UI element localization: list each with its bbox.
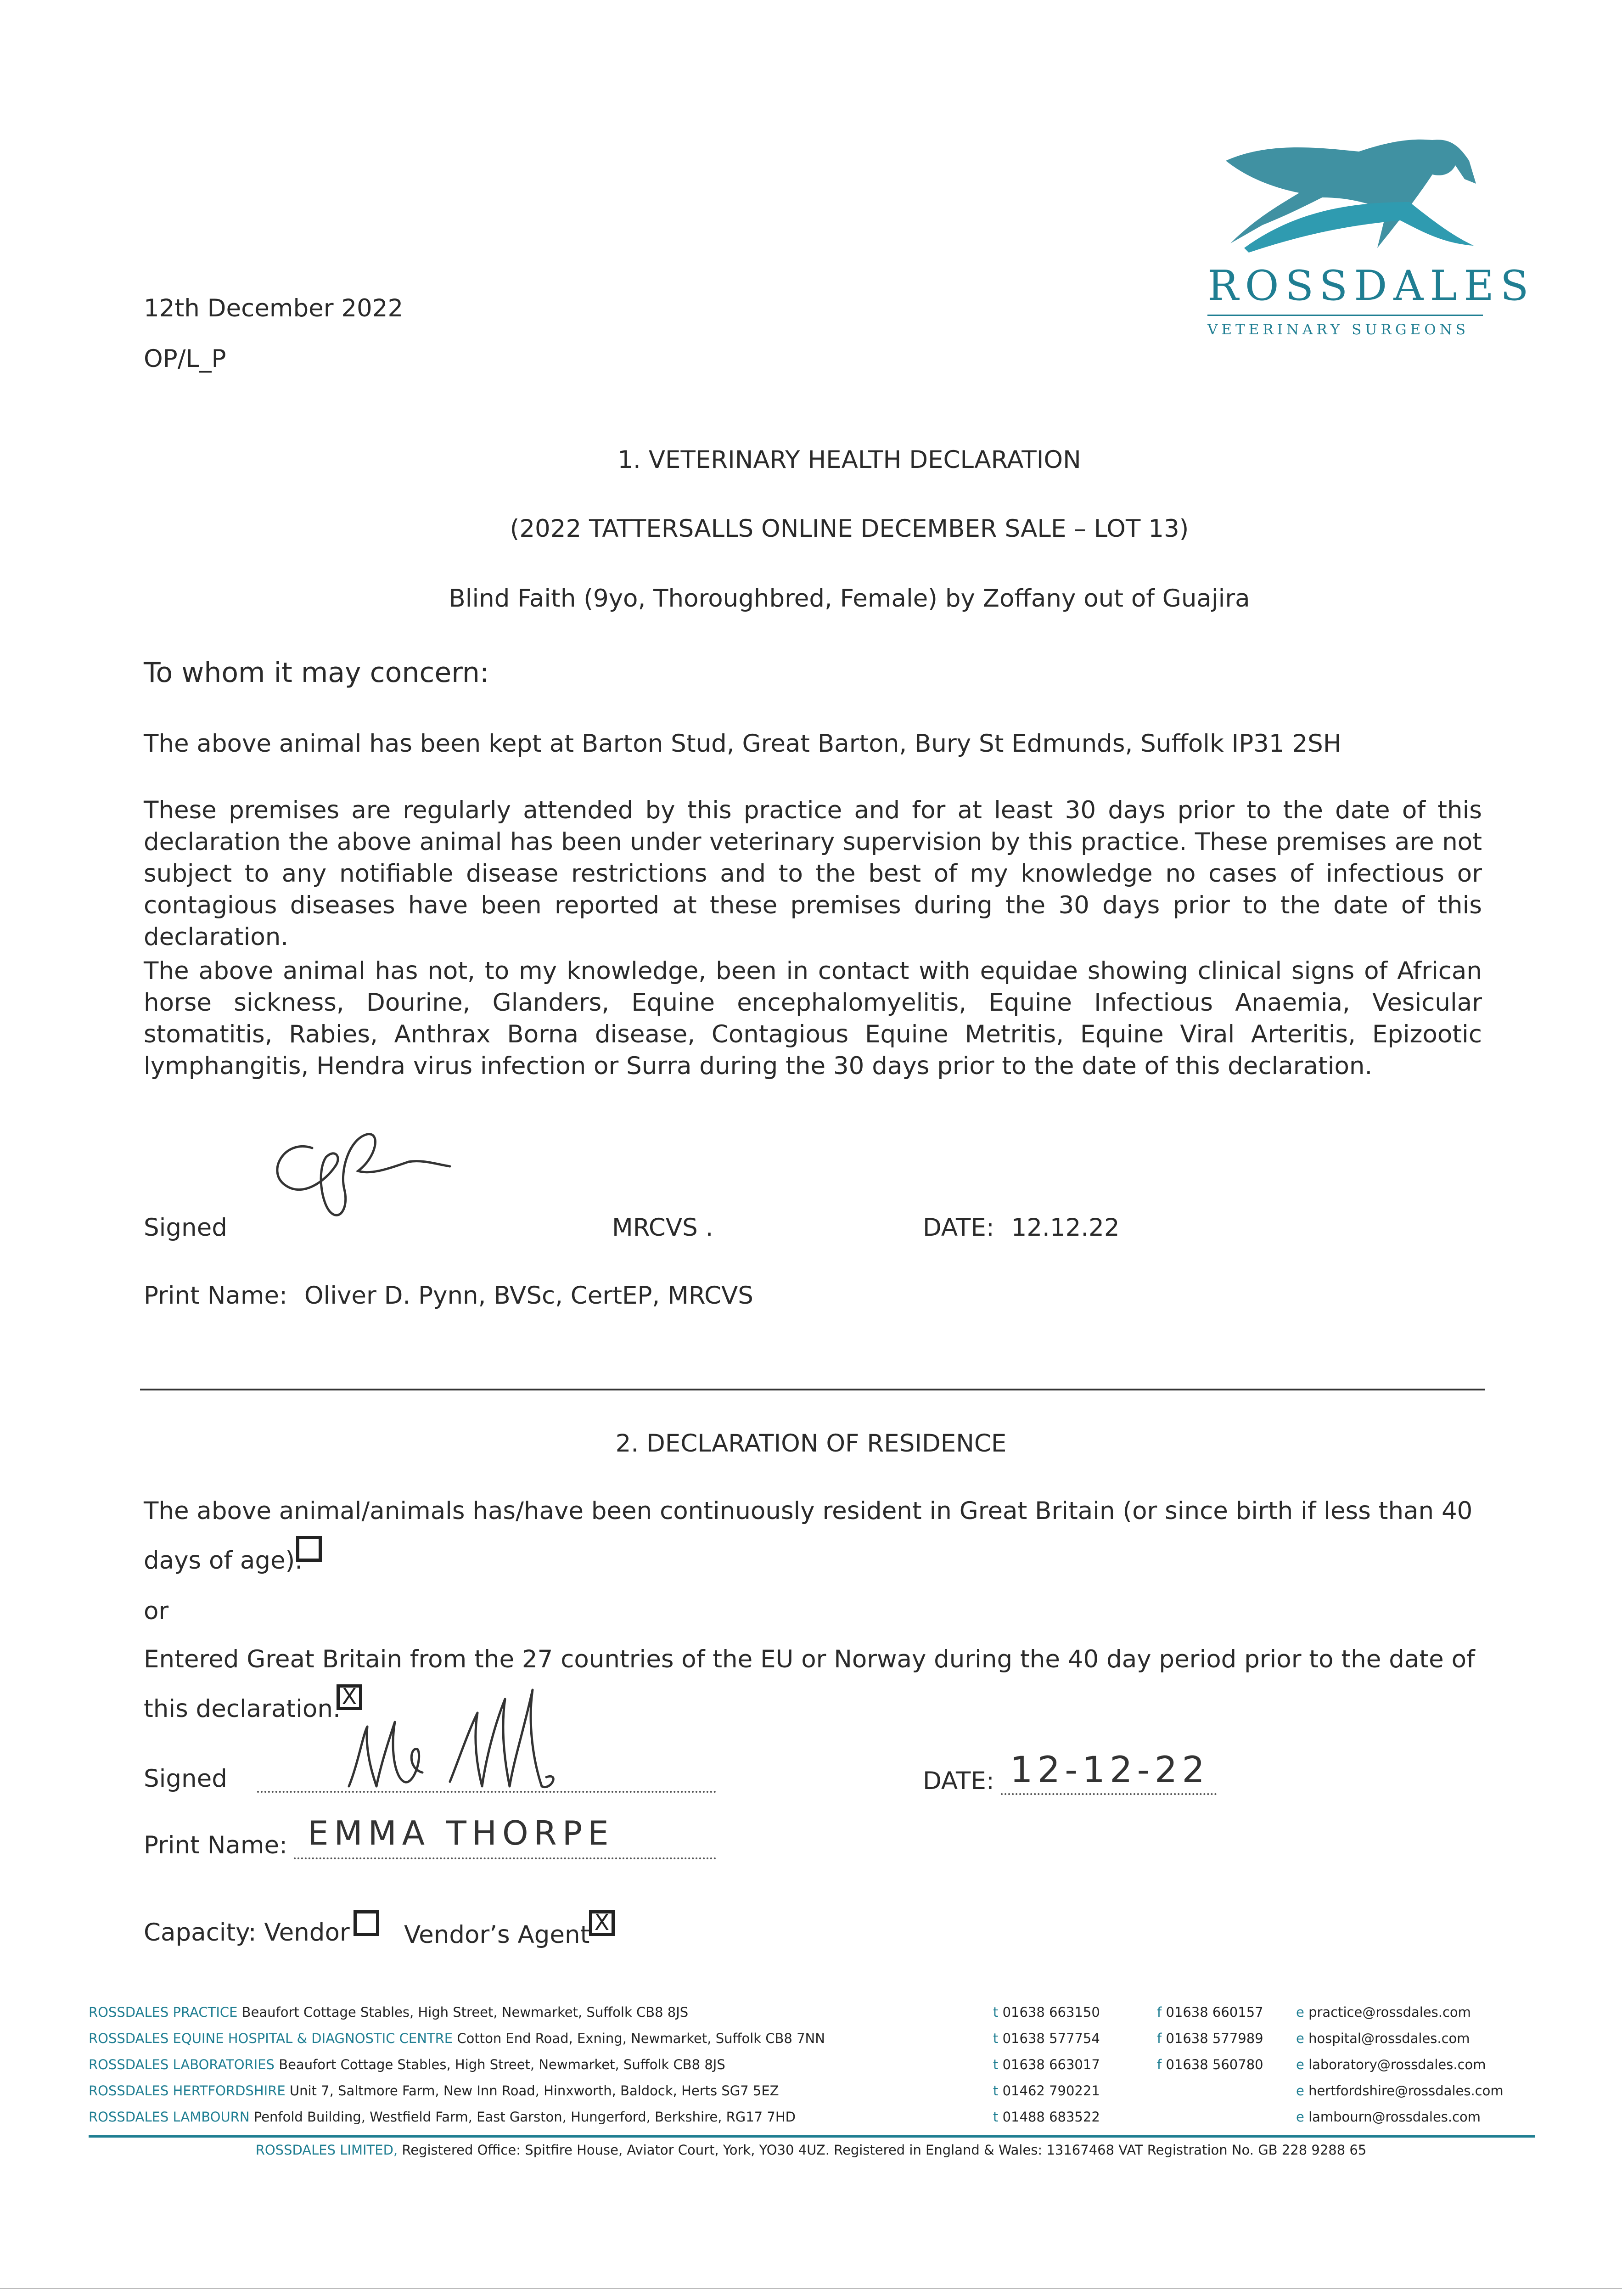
office-email[interactable]: e hospital@rossdales.com (1296, 2031, 1470, 2046)
section1-title: 1. VETERINARY HEALTH DECLARATION (617, 446, 1081, 474)
vet-print-name-label: Print Name: (144, 1282, 287, 1310)
office-fax: f 01638 560780 (1157, 2057, 1263, 2072)
vet-date-label: DATE: (923, 1214, 994, 1242)
paragraph-contact: The above animal has not, to my knowledge, been in contact with equidae showing clinical signs of African horse sickness, Dourine, Glanders, Equine encephalomyelitis, Equine Infectious Anaemia, Vesicular stomatitis, Rabies, Anthrax Borna disease, Contagious Equine Metritis, Equine Viral Arteritis, Epizootic lymphangitis, Hendra virus infection or Surra during the 30 days prior to the date of this declaration. (144, 957, 1482, 1080)
paragraph-premises: The above animal has been kept at Barton Stud, Great Barton, Bury St Edmunds, Suffolk IP31 2SH (144, 730, 1341, 758)
vet-date (923, 1212, 1120, 1244)
residence-option1-line2: days of age). (144, 1547, 303, 1575)
office-name: ROSSDALES LABORATORIES (89, 2057, 275, 2072)
vendor-print-name-line (294, 1857, 716, 1859)
footer-office-row (89, 2057, 725, 2072)
animal-description: Blind Faith (9yo, Thoroughbred, Female) by Zoffany out of Guajira (449, 585, 1250, 613)
residence-option1-line1: The above animal/animals has/have been continuously resident in Great Britain (or since birth if less than 40 (144, 1497, 1473, 1525)
office-email[interactable]: e hertfordshire@rossdales.com (1296, 2083, 1504, 2099)
rossdales-logo (1194, 133, 1535, 354)
or-text: or (144, 1597, 169, 1625)
salutation: To whom it may concern: (144, 657, 489, 689)
office-name: ROSSDALES EQUINE HOSPITAL & DIAGNOSTIC CENTRE (89, 2031, 453, 2046)
registered-company-name: ROSSDALES LIMITED, (255, 2142, 398, 2158)
section-divider (140, 1389, 1485, 1390)
office-phone: t 01462 790221 (993, 2083, 1100, 2099)
vet-date-value: 12.12.22 (1011, 1214, 1120, 1242)
resident-checkbox[interactable] (296, 1536, 322, 1562)
registered-office (0, 2142, 1622, 2158)
office-name: ROSSDALES HERTFORDSHIRE (89, 2083, 286, 2099)
office-phone: t 01638 577754 (993, 2031, 1100, 2046)
office-phone: t 01638 663017 (993, 2057, 1100, 2072)
vendor-signature (331, 1681, 588, 1800)
vendor-date-line (1001, 1793, 1217, 1795)
footer-office-row (89, 2004, 688, 2020)
paragraph-supervision: These premises are regularly attended by this practice and for at least 30 days prior to the date of this declaration the above animal has been under veterinary supervision by this practice. These premises are not subject to any notifiable disease restrictions and to the best of my knowledge no cases of infectious or contagious diseases have been reported at these premises during the 30 days prior to the date of this declaration. (144, 796, 1482, 951)
logo-tagline: VETERINARY SURGEONS (1207, 321, 1470, 338)
vendors-agent-checkbox[interactable] (589, 1910, 615, 1936)
footer-office-row (89, 2109, 796, 2125)
vet-print-name-value: Oliver D. Pynn, BVSc, CertEP, MRCVS (304, 1282, 753, 1310)
signed-label: Signed (144, 1214, 227, 1242)
horse-logo-icon (1194, 133, 1497, 271)
footer-rule (89, 2135, 1535, 2138)
office-address: Cotton End Road, Exning, Newmarket, Suffolk CB8 7NN (457, 2031, 825, 2046)
vet-print-name (144, 1280, 753, 1312)
office-address: Beaufort Cottage Stables, High Street, Newmarket, Suffolk CB8 8JS (241, 2004, 689, 2020)
logo-rule (1207, 315, 1483, 316)
section2-title: 2. DECLARATION OF RESIDENCE (615, 1429, 1007, 1458)
office-fax: f 01638 660157 (1157, 2004, 1263, 2020)
office-phone: t 01488 683522 (993, 2109, 1100, 2125)
vendor-print-name-label: Print Name: (144, 1831, 287, 1859)
office-email[interactable]: e laboratory@rossdales.com (1296, 2057, 1486, 2072)
office-name: ROSSDALES PRACTICE (89, 2004, 238, 2020)
office-phone: t 01638 663150 (993, 2004, 1100, 2020)
vendor-date-label: DATE: (923, 1767, 994, 1795)
office-name: ROSSDALES LAMBOURN (89, 2109, 250, 2125)
residence-option2-line1: Entered Great Britain from the 27 countries of the EU or Norway during the 40 day period prior to the date of (144, 1645, 1475, 1673)
logo-name: ROSSDALES (1207, 262, 1535, 310)
office-address: Beaufort Cottage Stables, High Street, Newmarket, Suffolk CB8 8JS (279, 2057, 725, 2072)
mrcvs-label: MRCVS . (612, 1214, 713, 1242)
vendor-checkbox[interactable] (354, 1910, 379, 1936)
vendor-date (923, 1766, 994, 1797)
entered-checkbox-mark: X (342, 1684, 357, 1710)
vendor-print-name-value: EMMA THORPE (308, 1814, 614, 1852)
section1-subtitle: (2022 TATTERSALLS ONLINE DECEMBER SALE – LOT 13) (510, 515, 1189, 543)
vendor-date-value: 12-12-22 (1010, 1750, 1210, 1791)
letter-date: 12th December 2022 (144, 294, 404, 322)
office-address: Unit 7, Saltmore Farm, New Inn Road, Hinxworth, Baldock, Herts SG7 5EZ (289, 2083, 779, 2099)
vendor-signed-label: Signed (144, 1765, 227, 1793)
letter-reference: OP/L_P (144, 345, 226, 373)
scan-edge-line (0, 2288, 1622, 2289)
office-email[interactable]: e practice@rossdales.com (1296, 2004, 1471, 2020)
vendors-agent-label: Vendor’s Agent (404, 1921, 590, 1949)
residence-option2-line2: this declaration. (144, 1695, 341, 1723)
capacity-vendor-label: Capacity: Vendor (144, 1919, 350, 1947)
footer-office-row (89, 2031, 825, 2046)
office-address: Penfold Building, Westfield Farm, East Garston, Hungerford, Berkshire, RG17 7HD (253, 2109, 796, 2125)
vendors-agent-checkbox-mark: X (594, 1910, 610, 1936)
vet-signature (257, 1120, 496, 1231)
registered-office-text: Registered Office: Spitfire House, Aviator Court, York, YO30 4UZ. Registered in England & Wales: 13167468 VAT Registration No. GB 228 9288 65 (402, 2142, 1367, 2158)
footer-office-row (89, 2083, 779, 2099)
office-fax: f 01638 577989 (1157, 2031, 1263, 2046)
office-email[interactable]: e lambourn@rossdales.com (1296, 2109, 1481, 2125)
